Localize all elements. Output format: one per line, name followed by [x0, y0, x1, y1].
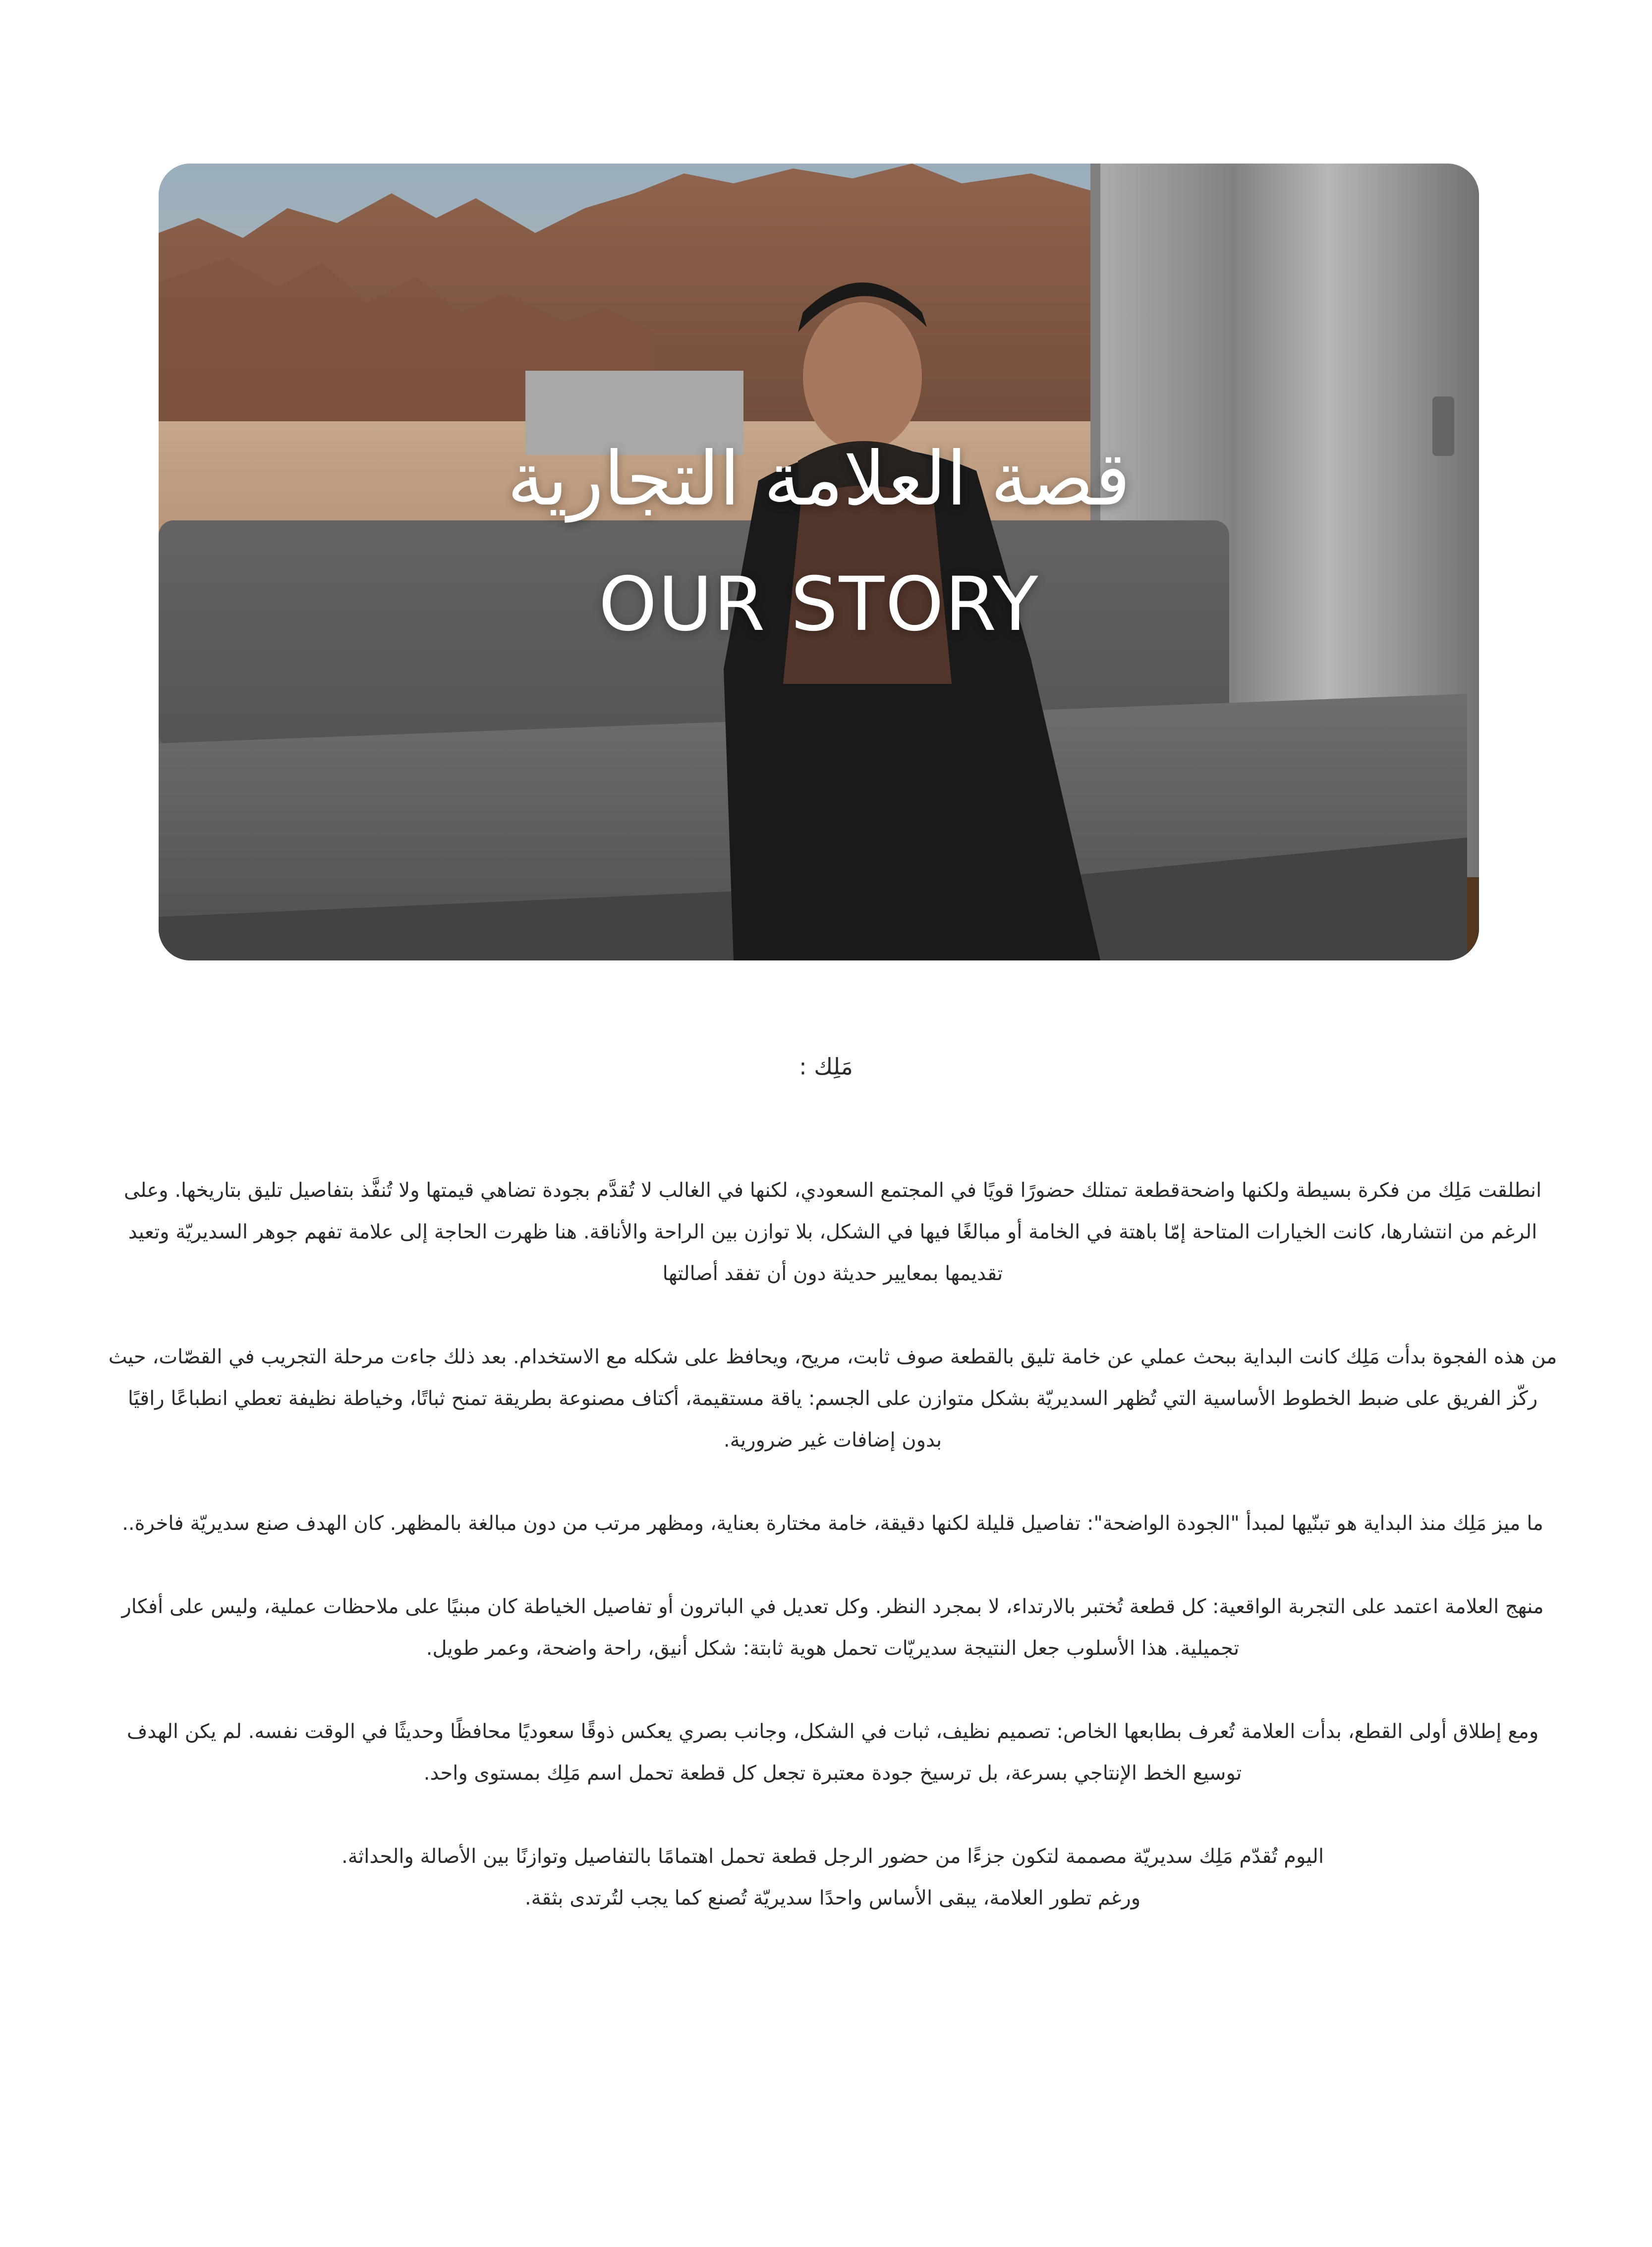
closing-line-2: ورغم تطور العلامة، يبقى الأساس واحدًا سديريّة تُصنع كما يجب لتُرتدى بثقة. — [524, 1887, 1141, 1910]
story-paragraph: ما ميز مَلِك منذ البداية هو تبنّيها لمبدأ "الجودة الواضحة": تفاصيل قليلة لكنها دقيقة، خامة مختارة بعناية، ومظهر مرتب من دون مبالغة بالمظهر. كان الهدف صنع سديريّة فاخرة.. — [122, 1512, 1543, 1535]
story-paragraph: منهج العلامة اعتمد على التجربة الواقعية: كل قطعة تُختبر بالارتداء، لا بمجرد النظر. وكل تعديل في الباترون أو تفاصيل الخياطة كان مبنيًا على ملاحظات عملية، وليس على أفكار تجميلية. هذا الأسلوب جعل النتيجة سديريّات تحمل هوية ثابتة: شكل أنيق، راحة واضحة، وعمر طويل. — [121, 1595, 1544, 1660]
story-paragraph: ومع إطلاق أولى القطع، بدأت العلامة تُعرف بطابعها الخاص: تصميم نظيف، ثبات في الشكل، وجانب بصري يعكس ذوقًا سعوديًا محافظًا وحديثًا في الوقت نفسه. لم يكن الهدف توسيع الخط الإنتاجي بسرعة، بل ترسيخ جودة معتبرة تجعل كل قطعة تحمل اسم مَلِك بمستوى واحد. — [126, 1720, 1539, 1785]
story-body — [107, 1170, 1559, 1919]
closing-line-1: اليوم تُقدّم مَلِك سديريّة مصممة لتكون جزءًا من حضور الرجل قطعة تحمل اهتمامًا بالتفاصيل وتوازنًا بين الأصالة والحداثة. — [342, 1845, 1324, 1868]
hero-title-arabic: قصة العلامة التجارية — [507, 436, 1131, 522]
hero-title-english: OUR STORY — [598, 562, 1039, 648]
story-paragraph: من هذه الفجوة بدأت مَلِك كانت البداية ببحث عملي عن خامة تليق بالقطعة صوف ثابت، مريح، ويحافظ على شكله مع الاستخدام. بعد ذلك جاءت مرحلة التجريب في القصّات، حيث ركّز الفريق على ضبط الخطوط الأساسية التي تُظهر السديريّة بشكل متوازن على الجسم: ياقة مستقيمة، أكتاف مصنوعة بطريقة تمنح ثباتًا، وخياطة نظيفة تعطي انطباعًا راقيًا بدون إضافات غير ضرورية. — [108, 1346, 1557, 1452]
brand-label: مَلِك : — [799, 1053, 853, 1080]
story-paragraph: انطلقت مَلِك من فكرة بسيطة ولكنها واضحةقطعة تمتلك حضورًا قويًا في المجتمع السعودي، لكنها في الغالب لا تُقدَّم بجودة تضاهي قيمتها ولا تُنفَّذ بتفاصيل تليق بتاريخها. وعلى الرغم من انتشارها، كانت الخيارات المتاحة إمّا باهتة في الخامة أو مبالغًا فيها في الشكل، بلا توازن بين الراحة والأناقة. هنا ظهرت الحاجة إلى علامة تفهم جوهر السديريّة وتعيد تقديمها بمعايير حديثة دون أن تفقد أصالتها — [123, 1179, 1542, 1285]
closing-paragraph — [107, 1836, 1559, 1919]
hero-banner — [159, 164, 1479, 960]
